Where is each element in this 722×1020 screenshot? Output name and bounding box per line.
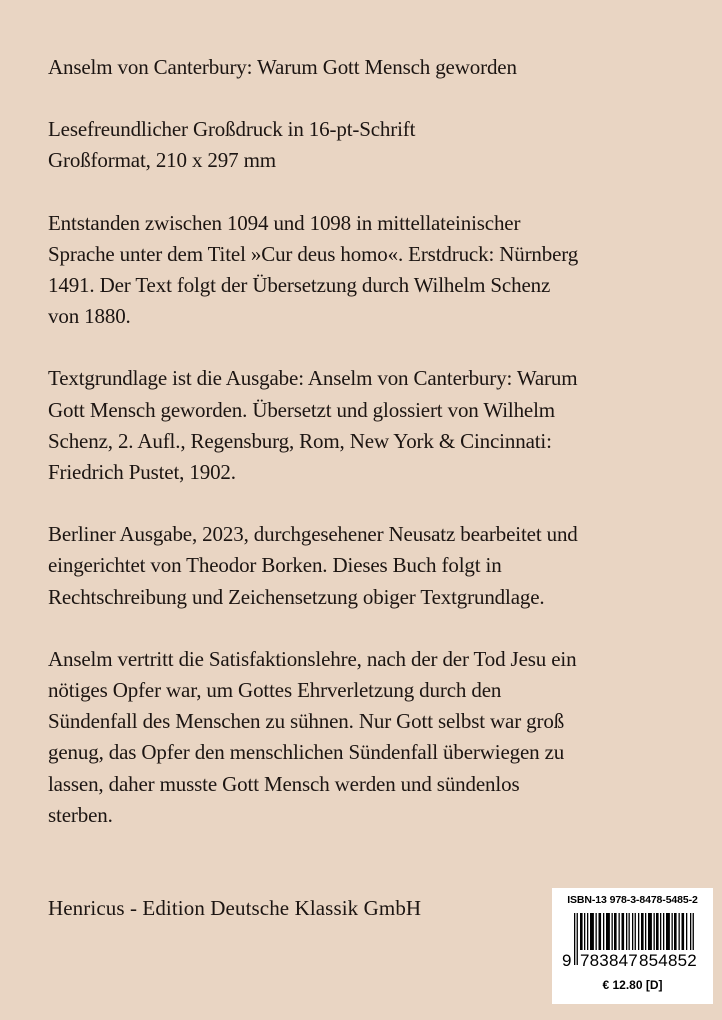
isbn-number: ISBN-13 978-3-8478-5485-2	[567, 894, 698, 906]
publisher-name: Henricus - Edition Deutsche Klassik GmbH	[48, 896, 422, 920]
paragraph-source	[48, 363, 688, 488]
barcode-digit-first: 9	[562, 951, 572, 970]
text-line: Entstanden zwischen 1094 und 1098 in mittellateinischer	[48, 210, 521, 235]
price-label: € 12.80 [D]	[602, 978, 663, 992]
barcode-digit-group-right: 854852	[639, 951, 697, 970]
paragraph-format	[48, 114, 688, 176]
text-line: Berliner Ausgabe, 2023, durchgesehener Neusatz bearbeitet und	[48, 522, 578, 547]
paragraph-summary	[48, 644, 688, 831]
barcode-digits	[558, 950, 708, 972]
text-line: Anselm vertritt die Satisfaktionslehre, nach der der Tod Jesu ein	[48, 646, 577, 671]
text-line: Sprache unter dem Titel »Cur deus homo«. Erstdruck: Nürnberg	[48, 241, 579, 266]
isbn-barcode-label	[552, 888, 713, 1004]
text-line: Anselm von Canterbury: Warum Gott Mensch geworden	[48, 55, 517, 79]
text-line: von 1880.	[48, 304, 131, 329]
text-line: lassen, daher musste Gott Mensch werden und sündenlos	[48, 771, 520, 796]
text-line: Rechtschreibung und Zeichensetzung obiger Textgrundlage.	[48, 584, 545, 609]
text-line: nötiges Opfer war, um Gottes Ehrverletzung durch den	[48, 678, 502, 703]
barcode-digit-group-left: 783847	[580, 951, 638, 970]
text-line: Gott Mensch geworden. Übersetzt und glossiert von Wilhelm	[48, 397, 555, 422]
paragraph-title	[48, 52, 688, 83]
text-line: Lesefreundlicher Großdruck in 16-pt-Schrift	[48, 117, 416, 142]
text-line: Großformat, 210 x 297 mm	[48, 148, 276, 173]
text-line: Friedrich Pustet, 1902.	[48, 460, 236, 485]
cover-text-column	[48, 52, 688, 862]
text-line: 1491. Der Text folgt der Übersetzung durch Wilhelm Schenz	[48, 273, 551, 298]
paragraph-edition	[48, 519, 688, 613]
paragraph-origin	[48, 208, 688, 333]
text-line: Textgrundlage ist die Ausgabe: Anselm von Canterbury: Warum	[48, 366, 578, 391]
text-line: Schenz, 2. Aufl., Regensburg, Rom, New York & Cincinnati:	[48, 428, 552, 453]
text-line: eingerichtet von Theodor Borken. Dieses Buch folgt in	[48, 553, 502, 578]
text-line: genug, das Opfer den menschlichen Sündenfall überwiegen zu	[48, 740, 565, 765]
text-line: Sündenfall des Menschen zu sühnen. Nur Gott selbst war groß	[48, 709, 565, 734]
text-line: sterben.	[48, 802, 113, 827]
